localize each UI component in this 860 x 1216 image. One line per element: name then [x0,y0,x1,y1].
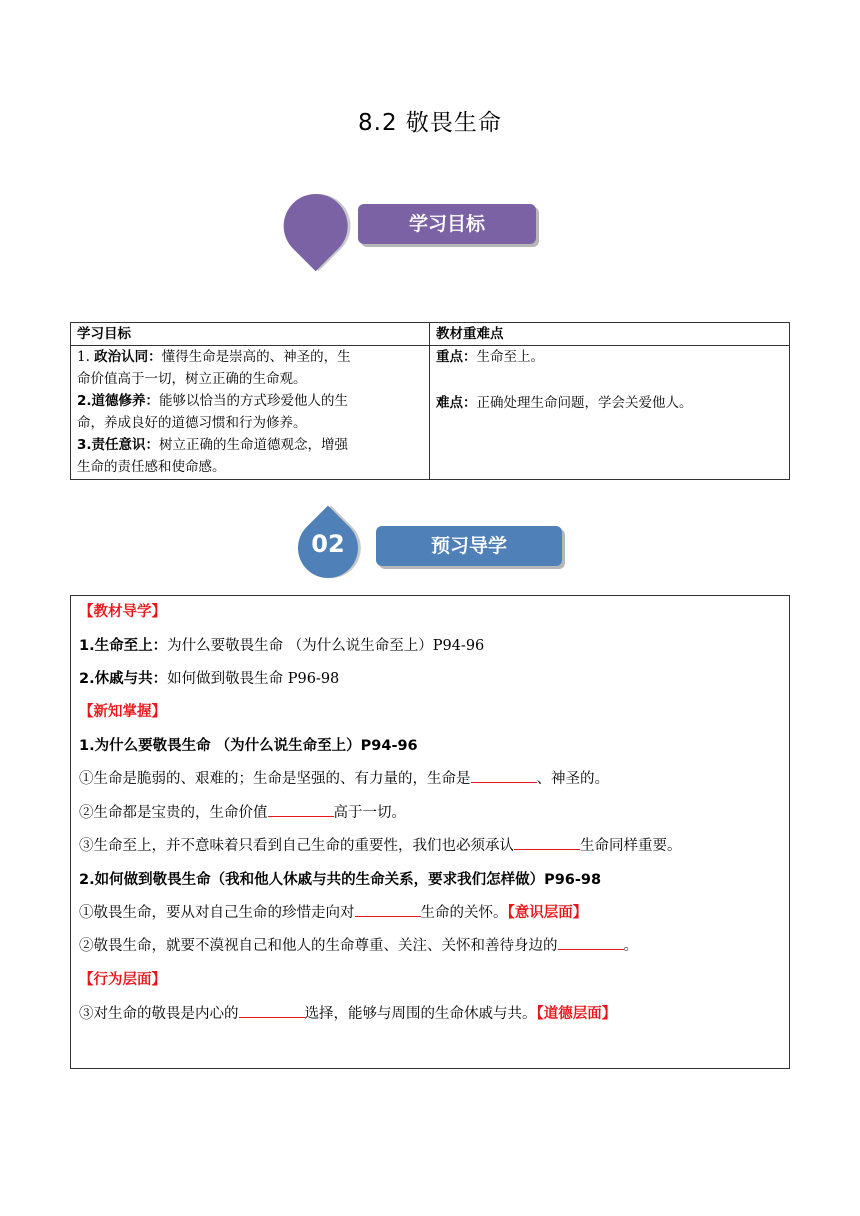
goals-table [70,322,790,480]
goal-item: 3.责任意识：树立正确的生命道德观念，增强 生命的责任感和使命感。 [77,437,349,475]
banner-label: 学习目标 [358,204,536,244]
tag-behavior: 【行为层面】 [79,972,166,988]
answer-line: ②敬畏生命，就要不漠视自己和他人的生命尊重、关注、关怀和善待身边的 。 [79,934,638,955]
answer-line: ③对生命的敬畏是内心的 选择，能够与周围的生命休戚与共。【道德层面】 [79,1002,616,1023]
leaf-decoration [270,181,361,272]
fill-blank[interactable] [239,1003,305,1018]
guide-item: 1.生命至上：为什么要敬畏生命 （为什么说生命至上）P94-96 [79,638,485,654]
question-1: 1.为什么要敬畏生命 （为什么说生命至上）P94-96 [79,738,418,754]
question-2: 2.如何做到敬畏生命（我和他人休戚与共的生命关系，要求我们怎样做）P96-98 [79,872,602,888]
answer-line: ③生命至上，并不意味着只看到自己生命的重要性，我们也必须承认 生命同样重要。 [79,834,682,855]
section-banner-preview [296,516,568,582]
heading-new-knowledge: 【新知掌握】 [79,704,166,720]
answer-line: ①敬畏生命，要从对自己生命的珍惜走向对 生命的关怀。【意识层面】 [79,901,587,922]
key-point: 重点：生命至上。 [436,349,544,365]
guide-box [70,595,790,1069]
header-key-points: 教材重难点 [430,323,790,346]
guide-item: 2.休戚与共：如何做到敬畏生命 P96-98 [79,671,340,687]
answer-line: ②生命都是宝贵的，生命价值 高于一切。 [79,801,406,822]
fill-blank[interactable] [471,768,537,783]
section-banner-goals [278,194,540,260]
heading-textbook-guide: 【教材导学】 [79,604,166,620]
difficult-point: 难点：正确处理生命问题，学会关爱他人。 [436,395,693,411]
header-goals: 学习目标 [71,323,430,346]
goal-item: 2.道德修养：能够以恰当的方式珍爱他人的生 命，养成良好的道德习惯和行为修养。 [77,393,349,431]
goal-item: 1. 政治认同：懂得生命是崇高的、神圣的，生 命价值高于一切，树立正确的生命观。 [77,349,351,387]
fill-blank[interactable] [268,802,334,817]
fill-blank[interactable] [558,935,624,950]
banner-label: 预习导学 [376,526,562,566]
fill-blank[interactable] [355,902,421,917]
goals-cell [71,346,430,480]
page-title: 8.2 敬畏生命 [358,110,502,136]
fill-blank[interactable] [514,835,580,850]
key-points-cell [430,346,790,480]
section-number: 02 [311,530,345,558]
answer-line: ①生命是脆弱的、艰难的；生命是坚强的、有力量的，生命是 、神圣的。 [79,767,609,788]
